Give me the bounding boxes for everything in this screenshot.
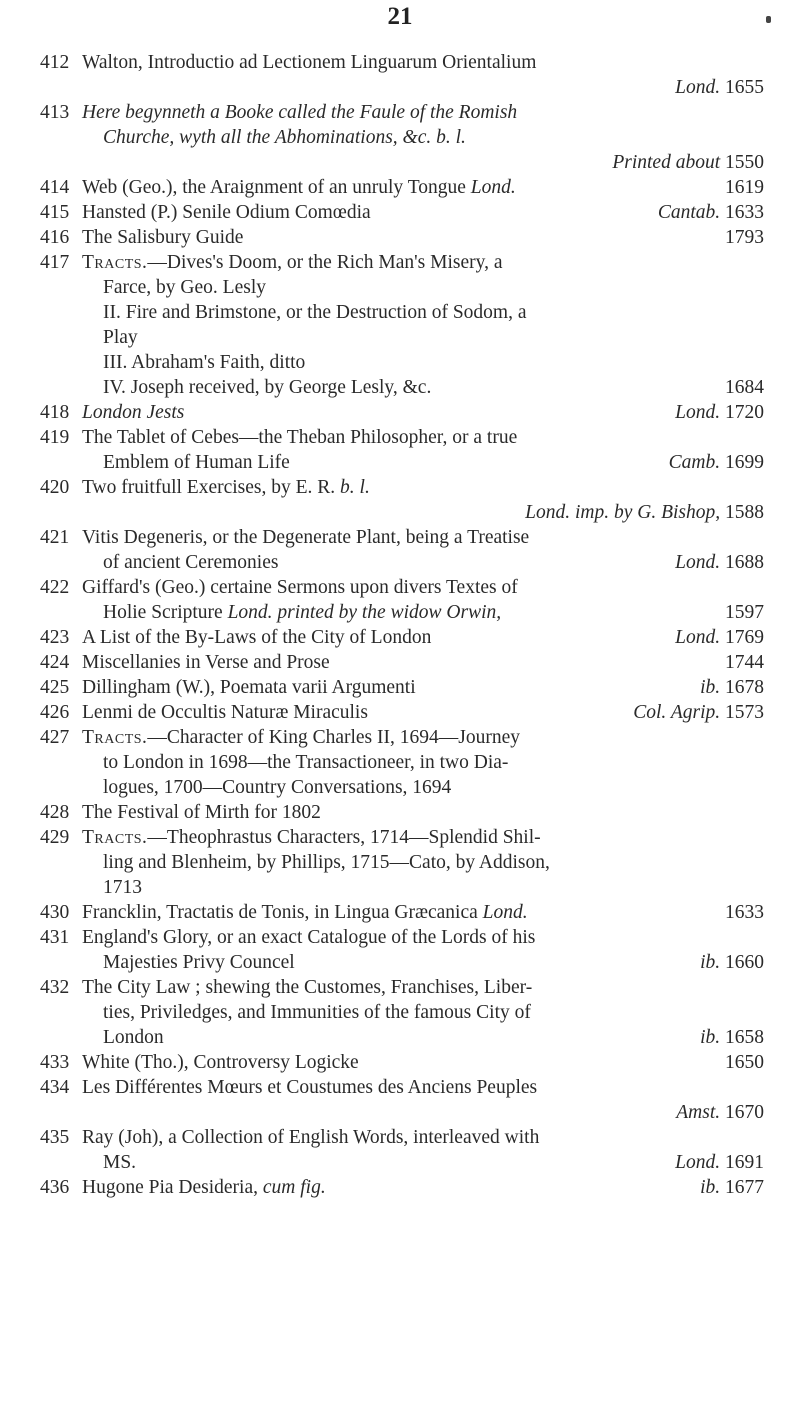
imprint-italic: Lond. bbox=[482, 902, 528, 923]
entry-number: 419 bbox=[40, 427, 70, 448]
title-text: Holie Scripture bbox=[103, 602, 228, 623]
imprint-italic: Lond. printed by the widow Orwin, bbox=[227, 602, 502, 623]
title-text: Lenmi de Occultis Naturæ Miraculis bbox=[82, 702, 368, 723]
entry-line bbox=[82, 600, 764, 625]
entry-number: 417 bbox=[40, 252, 70, 273]
entry-text bbox=[82, 100, 764, 175]
catalogue-entry bbox=[0, 975, 800, 1050]
title-text: Majesties Privy Councel bbox=[103, 952, 295, 973]
imprint-year: 1688 bbox=[720, 552, 764, 573]
imprint-year: 1650 bbox=[725, 1052, 764, 1073]
imprint-year: 1769 bbox=[720, 627, 764, 648]
title-text: —Dives's Doom, or the Rich Man's Misery, a bbox=[147, 252, 503, 273]
entry-line bbox=[82, 325, 764, 350]
entry-text bbox=[82, 1125, 764, 1175]
entry-line bbox=[82, 1000, 764, 1025]
imprint-year: 1691 bbox=[720, 1152, 764, 1173]
entry-number: 416 bbox=[40, 227, 70, 248]
entry-number: 432 bbox=[40, 977, 70, 998]
imprint-place: ib. bbox=[700, 1027, 721, 1048]
imprint bbox=[675, 550, 764, 575]
entry-number: 436 bbox=[40, 1177, 70, 1198]
title-text: London bbox=[103, 1027, 164, 1048]
entry-line bbox=[82, 525, 764, 550]
title-text: Play bbox=[103, 327, 138, 348]
title-text: Vitis Degeneris, or the Degenerate Plant, being a Treatise bbox=[82, 527, 530, 548]
title-text: MS. bbox=[103, 1152, 137, 1173]
title-text: ties, Priviledges, and Immunities of the famous City of bbox=[103, 1002, 531, 1023]
imprint bbox=[725, 650, 764, 675]
imprint bbox=[669, 450, 764, 475]
imprint bbox=[725, 600, 764, 625]
entry-line bbox=[82, 1025, 764, 1050]
imprint-year: 1655 bbox=[720, 77, 764, 98]
title-text: —Theophrastus Characters, 1714—Splendid Shil- bbox=[147, 827, 541, 848]
imprint bbox=[700, 1175, 764, 1200]
imprint-year: 1684 bbox=[725, 377, 764, 398]
imprint-year: 1660 bbox=[720, 952, 764, 973]
entry-line bbox=[82, 50, 764, 75]
catalogue-entry bbox=[0, 1175, 800, 1200]
entry-number: 427 bbox=[40, 727, 70, 748]
entry-line bbox=[82, 400, 764, 425]
entry-number: 414 bbox=[40, 177, 70, 198]
imprint-place: Cantab. bbox=[657, 202, 721, 223]
entry-line bbox=[82, 975, 764, 1000]
entry-line bbox=[82, 375, 764, 400]
title-text: Dillingham (W.), Poemata varii Argumenti bbox=[82, 677, 416, 698]
imprint bbox=[658, 200, 764, 225]
entry-line bbox=[82, 1050, 764, 1075]
imprint bbox=[675, 625, 764, 650]
title-text: Hugone Pia Desideria, bbox=[82, 1177, 263, 1198]
imprint bbox=[725, 900, 764, 925]
title-text: The Festival of Mirth for 1802 bbox=[82, 802, 321, 823]
entry-line bbox=[82, 825, 764, 850]
entry-line bbox=[82, 725, 764, 750]
title-text: ling and Blenheim, by Phillips, 1715—Cato, by Addison, bbox=[103, 852, 550, 873]
entry-number: 423 bbox=[40, 627, 70, 648]
entry-number: 433 bbox=[40, 1052, 70, 1073]
entry-line bbox=[82, 800, 764, 825]
entry-line bbox=[82, 125, 764, 150]
entry-line bbox=[82, 550, 764, 575]
catalogue-entry bbox=[0, 650, 800, 675]
entry-number: 424 bbox=[40, 652, 70, 673]
imprint-italic: cum fig. bbox=[262, 1177, 326, 1198]
entry-line bbox=[82, 1150, 764, 1175]
catalogue-entry bbox=[0, 800, 800, 825]
entry-number: 421 bbox=[40, 527, 70, 548]
imprint-place: ib. bbox=[700, 1177, 721, 1198]
title-text: Farce, by Geo. Lesly bbox=[103, 277, 266, 298]
imprint-year: 1597 bbox=[725, 602, 764, 623]
title-text: A List of the By-Laws of the City of London bbox=[82, 627, 432, 648]
entry-line bbox=[82, 475, 764, 500]
entry-number: 412 bbox=[40, 52, 70, 73]
title-text: The Tablet of Cebes—the Theban Philosopher, or a true bbox=[82, 427, 518, 448]
entry-text bbox=[82, 400, 764, 425]
imprint-place: Col. Agrip. bbox=[633, 702, 721, 723]
imprint-place: Camb. bbox=[668, 452, 721, 473]
catalogue-entry bbox=[0, 400, 800, 425]
catalogue-entry bbox=[0, 200, 800, 225]
imprint bbox=[633, 700, 764, 725]
entry-text bbox=[82, 425, 764, 475]
imprint-place: Lond. bbox=[675, 402, 721, 423]
entry-number: 422 bbox=[40, 577, 70, 598]
entry-number: 434 bbox=[40, 1077, 70, 1098]
imprint bbox=[700, 675, 764, 700]
entry-text bbox=[82, 200, 764, 225]
entry-text bbox=[82, 1050, 764, 1075]
entry-line bbox=[82, 950, 764, 975]
entry-line bbox=[82, 100, 764, 125]
imprint bbox=[700, 1025, 764, 1050]
title-text: of ancient Ceremonies bbox=[103, 552, 279, 573]
catalogue-entry bbox=[0, 825, 800, 900]
title-text: II. Fire and Brimstone, or the Destruction of Sodom, a bbox=[103, 302, 527, 323]
entry-number: 413 bbox=[40, 102, 70, 123]
entry-number: 420 bbox=[40, 477, 70, 498]
entry-text bbox=[82, 800, 764, 825]
ink-mark bbox=[766, 16, 771, 23]
imprint bbox=[725, 175, 764, 200]
catalogue-entry bbox=[0, 250, 800, 400]
entry-line bbox=[82, 350, 764, 375]
imprint-year: 1744 bbox=[725, 652, 764, 673]
imprint bbox=[675, 75, 764, 100]
title-text: Two fruitfull Exercises, by E. R. bbox=[82, 477, 341, 498]
entry-number: 430 bbox=[40, 902, 70, 923]
page-number: 21 bbox=[387, 3, 413, 30]
imprint-year: 1633 bbox=[725, 902, 764, 923]
catalogue-entry bbox=[0, 1050, 800, 1075]
title-text: IV. Joseph received, by George Lesly, &c. bbox=[103, 377, 432, 398]
title-text: —Character of King Charles II, 1694—Journey bbox=[147, 727, 520, 748]
entry-line bbox=[82, 650, 764, 675]
entry-number: 415 bbox=[40, 202, 70, 223]
entry-line bbox=[82, 1075, 764, 1100]
entry-text bbox=[82, 625, 764, 650]
entry-text bbox=[82, 1075, 764, 1125]
imprint-place: Printed about bbox=[612, 152, 721, 173]
catalogue-entry bbox=[0, 675, 800, 700]
title-text: England's Glory, or an exact Catalogue of the Lords of his bbox=[82, 927, 536, 948]
entry-line bbox=[82, 850, 764, 875]
imprint bbox=[725, 375, 764, 400]
entry-line bbox=[82, 900, 764, 925]
imprint-year: 1658 bbox=[720, 1027, 764, 1048]
title-text: Emblem of Human Life bbox=[103, 452, 290, 473]
imprint bbox=[676, 1100, 764, 1125]
title-text: Walton, Introductio ad Lectionem Linguarum Orientalium bbox=[82, 52, 537, 73]
title-text: The Salisbury Guide bbox=[82, 227, 244, 248]
catalogue-entry bbox=[0, 1075, 800, 1125]
tracts-label: Tracts. bbox=[82, 252, 148, 273]
title-text: 1713 bbox=[103, 877, 142, 898]
catalogue-entry bbox=[0, 475, 800, 525]
title-text: White (Tho.), Controversy Logicke bbox=[82, 1052, 359, 1073]
title-text: Hansted (P.) Senile Odium Comœdia bbox=[82, 202, 371, 223]
catalogue-entry bbox=[0, 925, 800, 975]
entry-line bbox=[82, 75, 764, 100]
entry-text bbox=[82, 175, 764, 200]
entry-line bbox=[82, 625, 764, 650]
imprint-year: 1619 bbox=[725, 177, 764, 198]
imprint bbox=[675, 400, 764, 425]
imprint-place: Lond. imp. by G. Bishop, bbox=[525, 502, 721, 523]
entry-line bbox=[82, 200, 764, 225]
imprint-place: ib. bbox=[700, 952, 721, 973]
title-text: The City Law ; shewing the Customes, Franchises, Liber- bbox=[82, 977, 533, 998]
title-text: Francklin, Tractatis de Tonis, in Lingua Græcanica bbox=[82, 902, 483, 923]
entry-line bbox=[82, 500, 764, 525]
entry-line bbox=[82, 1125, 764, 1150]
entry-line bbox=[82, 275, 764, 300]
imprint-year: 1633 bbox=[720, 202, 764, 223]
imprint bbox=[725, 225, 764, 250]
imprint-year: 1550 bbox=[720, 152, 764, 173]
imprint-year: 1573 bbox=[720, 702, 764, 723]
entry-number: 431 bbox=[40, 927, 70, 948]
title-text: Giffard's (Geo.) certaine Sermons upon divers Textes of bbox=[82, 577, 518, 598]
entry-text bbox=[82, 50, 764, 100]
entry-line bbox=[82, 150, 764, 175]
imprint bbox=[700, 950, 764, 975]
imprint-year: 1678 bbox=[720, 677, 764, 698]
entry-line bbox=[82, 775, 764, 800]
imprint-place: Lond. bbox=[675, 552, 721, 573]
entry-line bbox=[82, 675, 764, 700]
imprint-italic: b. l. bbox=[340, 477, 370, 498]
imprint bbox=[675, 1150, 764, 1175]
title-text: Les Différentes Mœurs et Coustumes des Anciens Peuples bbox=[82, 1077, 538, 1098]
entry-number: 429 bbox=[40, 827, 70, 848]
entry-number: 426 bbox=[40, 702, 70, 723]
entry-line bbox=[82, 750, 764, 775]
italic-title: Here begynneth a Booke called the Faule of the Romish bbox=[82, 102, 518, 123]
entry-text bbox=[82, 250, 764, 400]
entry-line bbox=[82, 450, 764, 475]
title-text: Ray (Joh), a Collection of English Words, interleaved with bbox=[82, 1127, 540, 1148]
imprint-place: Lond. bbox=[675, 77, 721, 98]
imprint-place: ib. bbox=[700, 677, 721, 698]
imprint-year: 1793 bbox=[725, 227, 764, 248]
entry-text bbox=[82, 700, 764, 725]
entry-text bbox=[82, 675, 764, 700]
imprint-year: 1720 bbox=[720, 402, 764, 423]
entry-line bbox=[82, 250, 764, 275]
imprint bbox=[725, 1050, 764, 1075]
catalogue-entry bbox=[0, 625, 800, 650]
entry-text bbox=[82, 650, 764, 675]
catalogue-entry bbox=[0, 425, 800, 475]
imprint bbox=[525, 500, 764, 525]
tracts-label: Tracts. bbox=[82, 827, 148, 848]
italic-title: Churche, wyth all the Abhominations, &c. b. l. bbox=[103, 127, 466, 148]
entry-text bbox=[82, 225, 764, 250]
entry-line bbox=[82, 175, 764, 200]
title-text: Miscellanies in Verse and Prose bbox=[82, 652, 330, 673]
catalogue-entry bbox=[0, 725, 800, 800]
imprint-italic: Lond. bbox=[470, 177, 516, 198]
entry-line bbox=[82, 925, 764, 950]
title-text: Web (Geo.), the Araignment of an unruly Tongue bbox=[82, 177, 471, 198]
imprint-place: Lond. bbox=[675, 1152, 721, 1173]
entry-line bbox=[82, 875, 764, 900]
catalogue-entry bbox=[0, 900, 800, 925]
tracts-label: Tracts. bbox=[82, 727, 148, 748]
catalogue-entry bbox=[0, 700, 800, 725]
imprint-place: Lond. bbox=[675, 627, 721, 648]
entry-text bbox=[82, 725, 764, 800]
imprint-year: 1699 bbox=[720, 452, 764, 473]
entry-number: 428 bbox=[40, 802, 70, 823]
imprint bbox=[612, 150, 764, 175]
entry-number: 435 bbox=[40, 1127, 70, 1148]
catalogue-entry bbox=[0, 100, 800, 175]
title-text: to London in 1698—the Transactioneer, in two Dia- bbox=[103, 752, 509, 773]
entry-line bbox=[82, 1100, 764, 1125]
catalogue-entry bbox=[0, 1125, 800, 1175]
entry-line bbox=[82, 225, 764, 250]
entry-line bbox=[82, 425, 764, 450]
entry-text bbox=[82, 1175, 764, 1200]
imprint-year: 1677 bbox=[720, 1177, 764, 1198]
entry-line bbox=[82, 700, 764, 725]
catalogue-entry bbox=[0, 50, 800, 100]
imprint-year: 1670 bbox=[720, 1102, 764, 1123]
entry-text bbox=[82, 975, 764, 1050]
title-text: logues, 1700—Country Conversations, 1694 bbox=[103, 777, 452, 798]
catalogue-entry bbox=[0, 525, 800, 575]
entry-text bbox=[82, 575, 764, 625]
entry-line bbox=[82, 300, 764, 325]
entry-line bbox=[82, 1175, 764, 1200]
catalogue-entry bbox=[0, 225, 800, 250]
entry-text bbox=[82, 925, 764, 975]
catalogue-list bbox=[0, 50, 800, 1200]
entry-text bbox=[82, 475, 764, 525]
entry-number: 418 bbox=[40, 402, 70, 423]
entry-text bbox=[82, 525, 764, 575]
entry-text bbox=[82, 900, 764, 925]
italic-title: London Jests bbox=[82, 402, 185, 423]
entry-line bbox=[82, 575, 764, 600]
entry-text bbox=[82, 825, 764, 900]
catalogue-entry bbox=[0, 575, 800, 625]
title-text: III. Abraham's Faith, ditto bbox=[103, 352, 306, 373]
catalogue-entry bbox=[0, 175, 800, 200]
imprint-year: 1588 bbox=[720, 502, 764, 523]
entry-number: 425 bbox=[40, 677, 70, 698]
imprint-place: Amst. bbox=[676, 1102, 721, 1123]
